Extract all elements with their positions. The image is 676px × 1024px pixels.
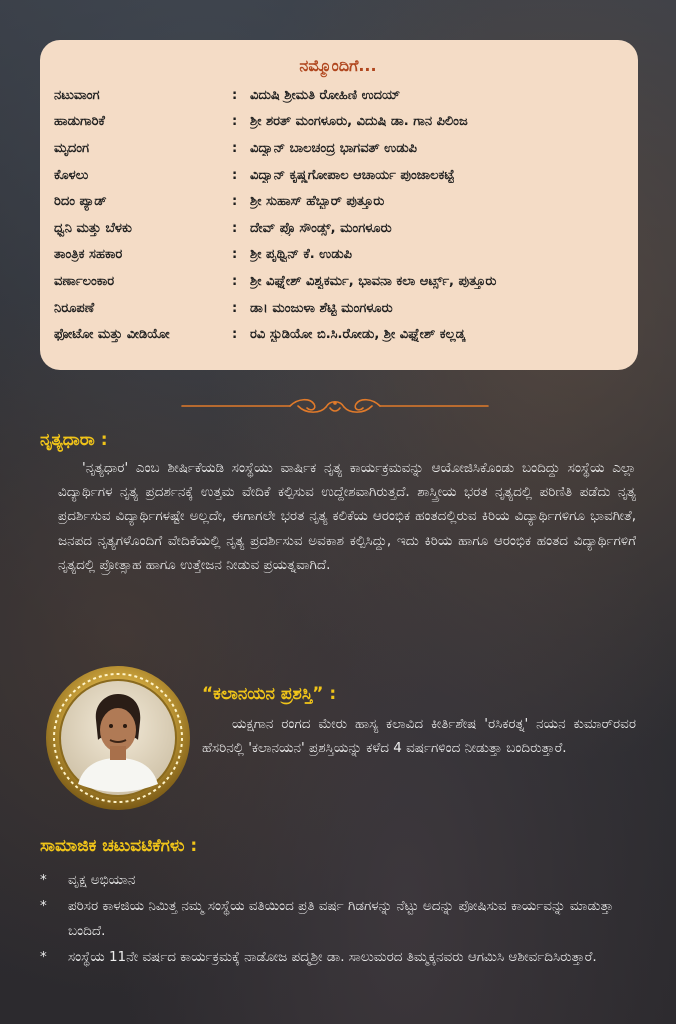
credit-role: ಮೃದಂಗ <box>54 140 90 156</box>
credit-row <box>54 321 622 348</box>
list-item <box>40 868 638 892</box>
credit-role: ಹಾಡುಗಾರಿಕೆ <box>54 114 105 130</box>
credit-colon: : <box>232 220 238 236</box>
list-item <box>40 894 638 943</box>
credit-colon: : <box>232 140 238 156</box>
credit-role: ನಿರೂಪಣೆ <box>54 300 95 316</box>
credit-row <box>54 242 622 269</box>
ornament-divider-icon <box>180 395 490 417</box>
nrutyadhara-paragraph: 'ನೃತ್ಯಧಾರ' ಎಂಬ ಶೀರ್ಷಿಕೆಯಡಿ ಸಂಸ್ಥೆಯು ವಾರ್ಷಿಕ ನೃತ್ಯ ಕಾರ್ಯಕ್ರಮವನ್ನು ಆಯೋಜಿಸಿಕೊಂಡು ಬಂದಿದ್ದು ಸಂಸ್ಥೆಯ ಎಲ್ಲಾ ವಿದ್ಯಾರ್ಥಿಗಳ ನೃತ್ಯ ಪ್ರದರ್ಶನಕ್ಕೆ ಉತ್ತಮ ವೇದಿಕೆ ಕಲ್ಪಿಸುವ ಉದ್ದೇಶವಾಗಿರುತ್ತದೆ. ಶಾಸ್ತ್ರೀಯ ಭರತ ನೃತ್ಯದಲ್ಲಿ ಪರಿಣಿತಿ ಪಡೆದು ನೃತ್ಯ ಪ್ರದರ್ಶಿಸುವ ವಿದ್ಯಾರ್ಥಿಗಳಷ್ಟೇ ಅಲ್ಲದೇ, ಈಗಾಗಲೇ ಭರತ ನೃತ್ಯ ಕಲಿಕೆಯ ಆರಂಭಿಕ ಹಂತದಲ್ಲಿರುವ ಕಿರಿಯ ವಿದ್ಯಾರ್ಥಿಗಳಿಗೂ ಭಾವಗೀತೆ, ಜನಪದ ನೃತ್ಯಗಳೊಂದಿಗೆ ವೇದಿಕೆಯಲ್ಲಿ ನೃತ್ಯ ಪ್ರದರ್ಶಿಸುವ ಅವಕಾಶ ಕಲ್ಪಿಸಿದ್ದು, ಇದು ಕಿರಿಯ ಹಾಗೂ ಆರಂಭಿಕ ಹಂತದ ವಿದ್ಯಾರ್ಥಿಗಳಿಗೆ ನೃತ್ಯದಲ್ಲಿ ಪ್ರೋತ್ಸಾಹ ಹಾಗೂ ಉತ್ತೇಜನ ನೀಡುವ ಪ್ರಯತ್ನವಾಗಿದೆ. <box>58 460 636 573</box>
social-activities-heading: ಸಾಮಾಜಿಕ ಚಟುವಟಿಕೆಗಳು : <box>40 836 198 856</box>
credit-row <box>54 162 622 189</box>
credit-colon: : <box>232 87 238 103</box>
list-item-text: ಪರಿಸರ ಕಾಳಜಿಯ ನಿಮಿತ್ತ ನಮ್ಮ ಸಂಸ್ಥೆಯ ವತಿಯಿಂದ ಪ್ರತಿ ವರ್ಷ ಗಿಡಗಳನ್ನು ನೆಟ್ಟು ಅದನ್ನು ಪೋಷಿಸುವ ಕಾರ್ಯವನ್ನು ಮಾಡುತ್ತಾ ಬಂದಿದೆ. <box>68 898 614 939</box>
credit-role: ಕೊಳಲು <box>54 167 89 183</box>
bullet-icon: * <box>40 872 47 888</box>
credit-row <box>54 188 622 215</box>
credit-role: ಧ್ವನಿ ಮತ್ತು ಬೆಳಕು <box>54 220 132 236</box>
credit-name: ವಿದ್ವಾನ್ ಬಾಲಚಂದ್ರ ಭಾಗವತ್ ಉಡುಪಿ <box>250 140 417 156</box>
credits-title: ನಮ್ಮೊಂದಿಗೆ... <box>299 56 377 75</box>
list-item-text: ಸಂಸ್ಥೆಯ 11ನೇ ವರ್ಷದ ಕಾರ್ಯಕ್ರಮಕ್ಕೆ ನಾಡೋಜ ಪದ್ಮಶ್ರೀ ಡಾ. ಸಾಲುಮರದ ತಿಮ್ಮಕ್ಕನವರು ಆಗಮಿಸಿ ಆಶೀರ್ವದಿಸಿರುತ್ತಾರೆ. <box>68 949 597 966</box>
credit-name: ವಿದ್ವಾನ್ ಕೃಷ್ಣಗೋಪಾಲ ಆಚಾರ್ಯ ಪುಂಜಾಲಕಟ್ಟೆ <box>250 167 455 183</box>
credit-role: ನಟುವಾಂಗ <box>54 87 100 103</box>
credit-colon: : <box>232 247 238 263</box>
award-paragraph: ಯಕ್ಷಗಾನ ರಂಗದ ಮೇರು ಹಾಸ್ಯ ಕಲಾವಿದ ಕೀರ್ತಿಶೇಷ 'ರಸಿಕರತ್ನ' ನಯನ ಕುಮಾರ್‌ರವರ ಹೆಸರಿನಲ್ಲಿ 'ಕಲಾನಯನ' ಪ್ರಶಸ್ತಿಯನ್ನು ಕಳೆದ 4 ವರ್ಷಗಳಿಂದ ನೀಡುತ್ತಾ ಬಂದಿರುತ್ತಾರೆ. <box>202 716 636 757</box>
list-item-text: ವೃಕ್ಷ ಅಭಿಯಾನ <box>68 872 136 888</box>
credit-role: ತಾಂತ್ರಿಕ ಸಹಕಾರ <box>54 247 123 263</box>
award-heading: “ಕಲಾನಯನ ಪ್ರಶಸ್ತಿ” : <box>202 684 337 704</box>
credit-name: ಶ್ರೀ ಶರತ್ ಮಂಗಳೂರು, ವಿದುಷಿ ಡಾ. ಗಾನ ಪಿಲಿಂಜ <box>250 114 468 130</box>
bullet-icon: * <box>40 949 47 966</box>
credits-list <box>54 82 622 348</box>
credit-name: ಶ್ರೀ ಪೃಥ್ವಿನ್ ಕೆ. ಉಡುಪಿ <box>250 247 352 263</box>
credit-name: ಶ್ರೀ ವಿಘ್ನೇಶ್ ವಿಶ್ವಕರ್ಮ, ಭಾವನಾ ಕಲಾ ಆರ್ಟ್ಸ್, ಪುತ್ತೂರು <box>250 273 497 289</box>
credit-row <box>54 109 622 136</box>
list-item <box>40 945 638 969</box>
credit-name: ರವಿ ಸ್ಟುಡಿಯೋ ಬಿ.ಸಿ.ರೋಡು, ಶ್ರೀ ವಿಘ್ನೇಶ್ ಕಲ್ಲಡ್ಕ <box>250 327 466 343</box>
credit-colon: : <box>232 327 238 343</box>
portrait-medallion <box>44 664 192 812</box>
nrutyadhara-heading: ನೃತ್ಯಧಾರಾ : <box>40 430 108 450</box>
credit-name: ದೇವ್ ಪ್ರೊ ಸೌಂಡ್ಸ್, ಮಂಗಳೂರು <box>250 220 392 236</box>
credit-colon: : <box>232 194 238 210</box>
credit-colon: : <box>232 167 238 183</box>
social-activities-list <box>40 868 638 972</box>
credits-panel <box>40 40 638 370</box>
credit-row <box>54 215 622 242</box>
credit-row <box>54 135 622 162</box>
credit-role: ಫೋಟೋ ಮತ್ತು ವೀಡಿಯೋ <box>54 327 170 343</box>
credit-row <box>54 82 622 109</box>
credit-name: ಡಾ। ಮಂಜುಳಾ ಶೆಟ್ಟಿ ಮಂಗಳೂರು <box>250 300 393 316</box>
bullet-icon: * <box>40 898 47 915</box>
credit-role: ರಿದಂ ಪ್ಯಾಡ್ <box>54 194 107 210</box>
credit-name: ವಿದುಷಿ ಶ್ರೀಮತಿ ರೋಹಿಣಿ ಉದಯ್ <box>250 87 401 103</box>
credit-colon: : <box>232 300 238 316</box>
credit-row <box>54 295 622 322</box>
credit-colon: : <box>232 273 238 289</box>
credit-name: ಶ್ರೀ ಸುಹಾಸ್ ಹೆಬ್ಬಾರ್ ಪುತ್ತೂರು <box>250 194 385 210</box>
credit-colon: : <box>232 114 238 130</box>
credit-role: ವರ್ಣಾಲಂಕಾರ <box>54 273 115 289</box>
credit-row <box>54 268 622 295</box>
